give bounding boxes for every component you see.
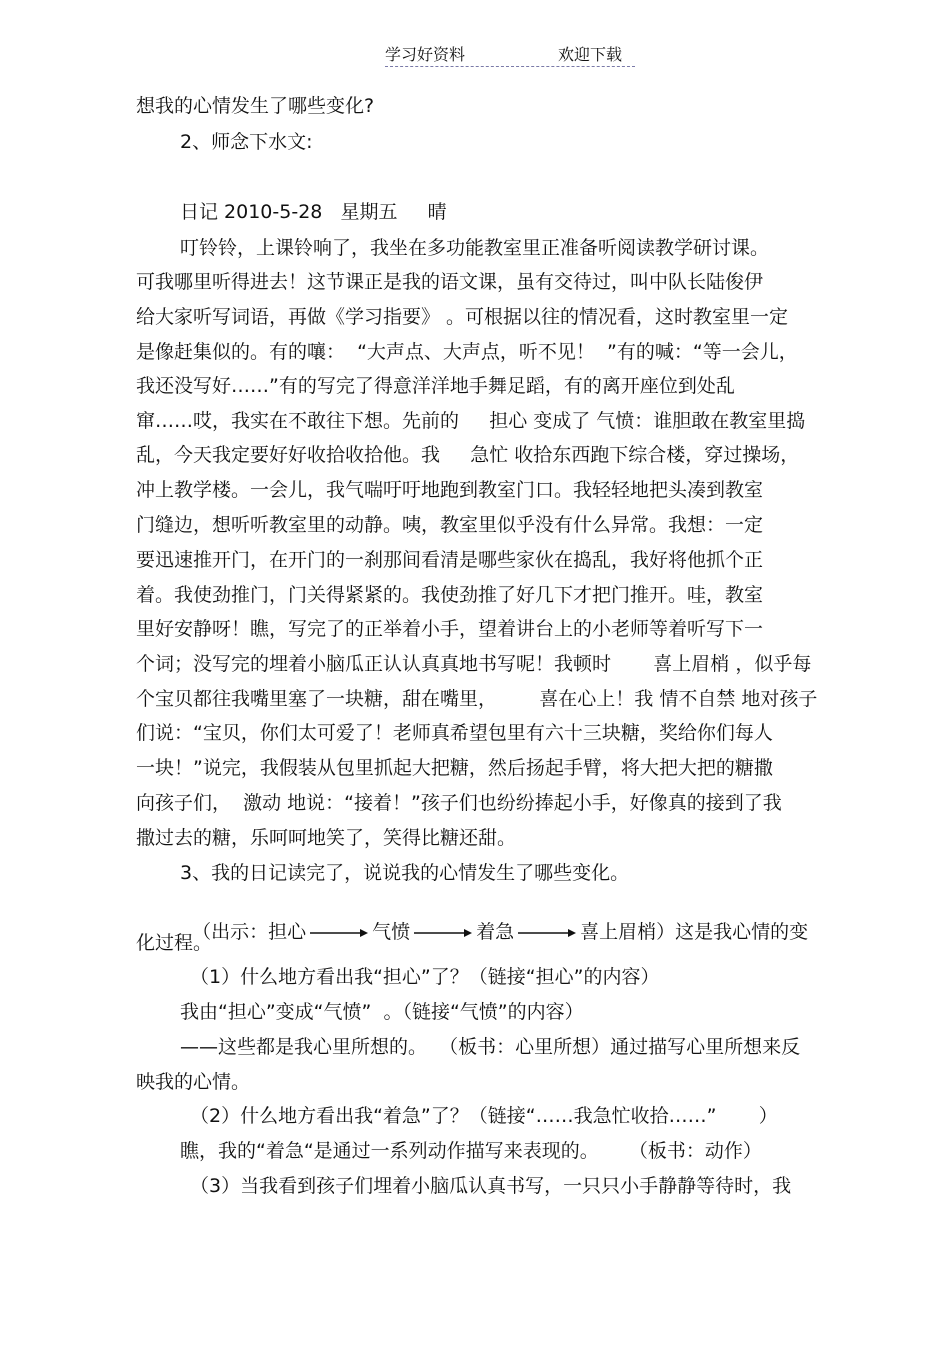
diary-date-line: 日记 2010-5-28 星期五 晴 (180, 201, 447, 223)
text-line: 我还没写好……”有的写完了得意洋洋地手舞足蹈，有的离开座位到处乱 (136, 375, 735, 397)
text-line: 乱，今天我定要好好收拾收拾他。我 急忙 收拾东西跑下综合楼，穿过操场， (136, 444, 800, 466)
arrow-right-icon (414, 928, 472, 938)
text-line: （3）当我看到孩子们埋着小脑瓜认真书写，一只只小手静静等待时，我 (190, 1175, 792, 1197)
flow-start: （出示：担心 (192, 921, 307, 943)
text-line: 个词；没写完的埋着小脑瓜正认认真真地书写呢！我顿时 喜上眉梢 ，似乎每 (136, 653, 812, 675)
text-line: 着。我使劲推门，门关得紧紧的。我使劲推了好几下才把门推开。哇，教室 (136, 584, 764, 606)
text-line: 我由“担心”变成“气愤” 。（链接“气愤”的内容） (180, 1001, 584, 1023)
text-line: 是像赶集似的。有的嚷： “大声点、大声点，听不见！ ”有的喊：“等一会儿， (136, 341, 798, 363)
text-line: 个宝贝都往我嘴里塞了一块糖，甜在嘴里， 喜在心上！我 情不自禁 地对孩子 (136, 688, 818, 710)
text-line: （1）什么地方看出我“担心”了？（链接“担心”的内容） (190, 966, 660, 988)
text-line: 叮铃铃，上课铃响了，我坐在多功能教室里正准备听阅读教学研讨课。 (180, 237, 770, 259)
text-line: 门缝边，想听听教室里的动静。咦，教室里似乎没有什么异常。我想：一定 (136, 514, 764, 536)
page-header (385, 42, 635, 67)
text-line: 瞧，我的“着急“是通过一系列动作描写来表现的。 （板书：动作） (180, 1140, 762, 1162)
text-line: 窜……哎，我实在不敢往下想。先前的 担心 变成了 气愤：谁胆敢在教室里捣 (136, 410, 806, 432)
flow-step: 气愤 (372, 921, 411, 943)
text-line: 向孩子们， 激动 地说：“接着！”孩子们也纷纷捧起小手，好像真的接到了我 (136, 792, 782, 814)
text-line: 可我哪里听得进去！这节课正是我的语文课，虽有交待过，叫中队长陆俊伊 (136, 271, 764, 293)
arrow-right-icon (518, 928, 576, 938)
text-line: 撒过去的糖，乐呵呵地笑了，笑得比糖还甜。 (136, 827, 517, 849)
arrow-right-icon (310, 928, 368, 938)
text-line: ——这些都是我心里所想的。 （板书：心里所想）通过描写心里所想来反 (180, 1036, 801, 1058)
mood-flow-line (180, 896, 808, 944)
text-line: 映我的心情。 (136, 1071, 251, 1093)
text-line: 2、师念下水文: (180, 131, 313, 153)
text-line: 一块！”说完，我假装从包里抓起大把糖，然后扬起手臂，将大把大把的糖撒 (136, 757, 773, 779)
text-line: （2）什么地方看出我“着急”了？（链接“……我急忙收拾……” ） (190, 1105, 778, 1127)
text-line: 化过程。 (136, 932, 213, 954)
text-line: 们说：“宝贝，你们太可爱了！老师真希望包里有六十三块糖，奖给你们每人 (136, 722, 773, 744)
text-line: 冲上教学楼。一会儿，我气喘吁吁地跑到教室门口。我轻轻地把头凑到教室 (136, 479, 764, 501)
text-line: 想我的心情发生了哪些变化? (136, 95, 375, 117)
text-line: 3、我的日记读完了，说说我的心情发生了哪些变化。 (180, 862, 630, 884)
text-line: 给大家听写词语，再做《学习指要》 。可根据以往的情况看，这时教室里一定 (136, 306, 789, 328)
header-left-text: 学习好资料 (385, 45, 466, 64)
header-right-text: 欢迎下载 (558, 45, 623, 64)
flow-step: 着急 (476, 921, 515, 943)
text-line: 要迅速推开门，在开门的一刹那间看清是哪些家伙在捣乱，我好将他抓个正 (136, 549, 764, 571)
text-line: 里好安静呀！瞧，写完了的正举着小手，望着讲台上的小老师等着听写下一 (136, 618, 764, 640)
flow-step: 喜上眉梢）这是我心情的变 (580, 921, 809, 943)
